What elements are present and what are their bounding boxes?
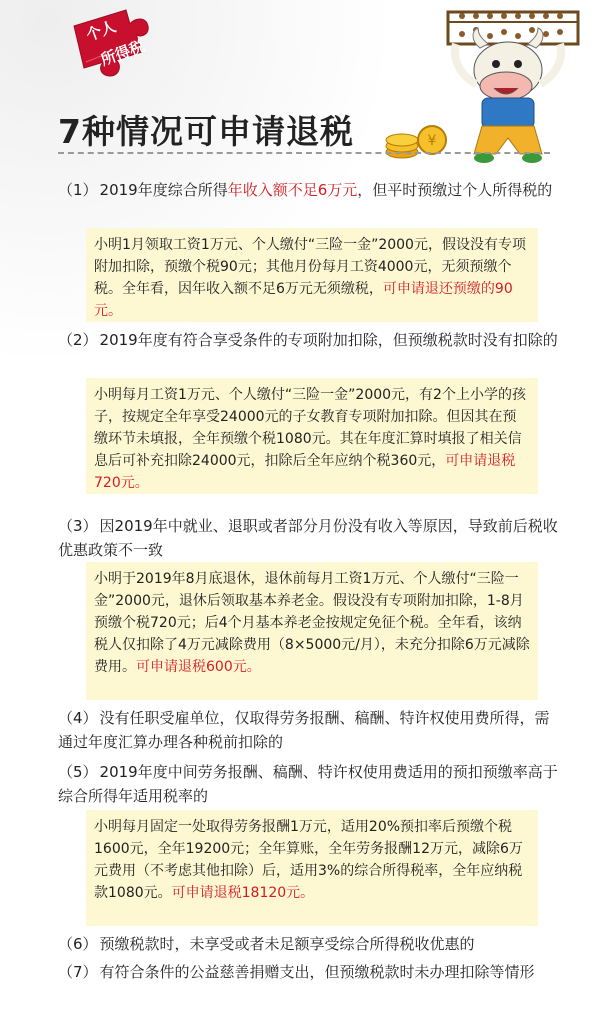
item-7-number: （7） <box>58 963 98 981</box>
item-1-example-box <box>86 228 538 322</box>
item-5-example-text: 小明每月固定一处取得劳务报酬1万元，适用20%预扣率后预缴个税1600元，全年19200元；全年算账，全年劳务报酬12万元，减除6万元费用（不考虑其他扣除）后，适用3%的综合所得税率，全年应纳税款1080元。 <box>94 819 523 901</box>
item-3-text: 因2019年中就业、退职或者部分月份没有收入等原因，导致前后税收优惠政策不一致 <box>58 517 558 559</box>
abacus-icon <box>448 12 578 44</box>
item-5-text: 2019年度中间劳务报酬、稿酬、特许权使用费适用的预扣预缴率高于综合所得年适用税率的 <box>58 763 558 805</box>
item-3-example-box <box>86 562 538 700</box>
item-1-text-b: ，但平时预缴过个人所得税的 <box>357 181 553 199</box>
item-1-number: （1） <box>58 181 98 199</box>
item-5-example-highlight: 可申请退税18120元。 <box>171 885 315 901</box>
item-1-heading <box>58 178 558 202</box>
item-4-number: （4） <box>58 709 98 727</box>
item-1-example-text: 小明1月领取工资1万元、个人缴付“三险一金”2000元，假设没有专项附加扣除，预缴个税90元；其他月份每月工资4000元，无须预缴个税。全年看，因年收入额不足6万元无须缴税， <box>94 237 526 297</box>
item-5-example-box <box>86 810 538 926</box>
item-1-text-highlight: 年收入额不足6万元 <box>227 181 358 199</box>
item-7-heading <box>58 960 558 984</box>
item-3-heading <box>58 514 558 562</box>
item-7-text: 有符合条件的公益慈善捐赠支出，但预缴税款时未办理扣除等情形 <box>99 963 535 981</box>
item-2-text: 2019年度有符合享受条件的专项附加扣除，但预缴税款时没有扣除的 <box>99 331 558 349</box>
item-2-number: （2） <box>58 331 98 349</box>
item-6-number: （6） <box>58 935 98 953</box>
item-4-text: 没有任职受雇单位，仅取得劳务报酬、稿酬、特许权使用费所得，需通过年度汇算办理各种税前扣除的 <box>58 709 550 751</box>
item-5-heading <box>58 760 558 808</box>
item-1-text-a: 2019年度综合所得 <box>99 181 228 199</box>
item-3-number: （3） <box>58 517 98 535</box>
item-3-example-highlight: 可申请退税600元。 <box>136 659 261 675</box>
item-4-heading <box>58 706 558 754</box>
item-5-number: （5） <box>58 763 98 781</box>
badge-line1: 个人 <box>83 17 119 45</box>
item-2-example-box <box>86 378 538 494</box>
gold-coins-icon <box>382 118 454 162</box>
page-title: 7种情况可申请退税 <box>58 112 354 151</box>
item-3-example-text: 小明于2019年8月底退休，退休前每月工资1万元、个人缴付“三险一金”2000元，退休后领取基本养老金。假设没有专项附加扣除，1-8月预缴个税720元；后4个月基本养老金按规定免征个税。全年看，该纳税人仅扣除了4万元减除费用（8×5000元/月），未充分扣除6万元减除费用。 <box>94 571 530 675</box>
item-2-heading <box>58 328 558 352</box>
svg-text:¥: ¥ <box>427 133 437 149</box>
item-2-example-text: 小明每月工资1万元、个人缴付“三险一金”2000元，有2个上小学的孩子，按规定全年享受24000元的子女教育专项附加扣除。但因其在预缴环节未填报，全年预缴个税1080元。其在年度汇算时填报了相关信息后可补充扣除24000元，扣除后全年应纳个税360元， <box>94 387 526 469</box>
item-6-heading <box>58 932 558 956</box>
item-1-example-highlight: 可申请退还预缴的90元。 <box>94 281 513 319</box>
item-2-example-highlight: 可申请退税720元。 <box>94 453 516 491</box>
title-divider <box>58 152 550 154</box>
badge-line2: 所得税 <box>98 36 147 70</box>
item-6-text: 预缴税款时，未享受或者未足额享受综合所得税收优惠的 <box>99 935 475 953</box>
